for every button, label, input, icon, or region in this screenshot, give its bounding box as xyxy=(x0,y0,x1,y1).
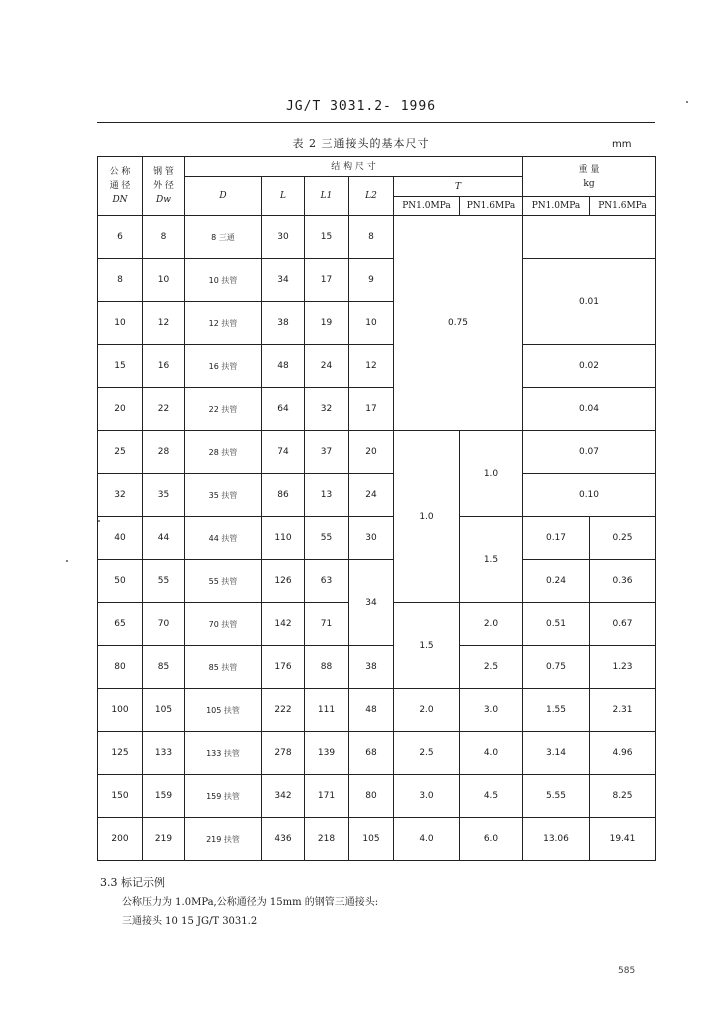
cell-dn: 200 xyxy=(98,818,143,861)
cell-dw: 44 xyxy=(143,517,185,560)
cell-dw: 28 xyxy=(143,431,185,474)
cell-dn: 15 xyxy=(98,345,143,388)
cell-t-pn10: 4.0 xyxy=(394,818,460,861)
cell-dn: 10 xyxy=(98,302,143,345)
cell-l2: 9 xyxy=(349,259,394,302)
table-row xyxy=(98,474,656,517)
cell-l2: 68 xyxy=(349,732,394,775)
cell-d: 159 扶管 xyxy=(185,775,262,818)
cell-dw: 70 xyxy=(143,603,185,646)
header-l: L xyxy=(262,177,305,216)
table-unit: mm xyxy=(612,139,632,150)
cell-t-merged-top: 0.75 xyxy=(394,216,523,431)
cell-dw: 85 xyxy=(143,646,185,689)
cell-l2: 17 xyxy=(349,388,394,431)
cell-l: 278 xyxy=(262,732,305,775)
cell-dw: 159 xyxy=(143,775,185,818)
cell-w-pn16: 0.25 xyxy=(590,517,656,560)
cell-w-pn16: 8.25 xyxy=(590,775,656,818)
cell-l1: 139 xyxy=(305,732,349,775)
cell-l: 142 xyxy=(262,603,305,646)
cell-d: 10 扶管 xyxy=(185,259,262,302)
cell-w-pn16: 19.41 xyxy=(590,818,656,861)
cell-w-pn10: 0.17 xyxy=(523,517,590,560)
scan-speck xyxy=(98,520,100,522)
header-struct-dims: 结 构 尺 寸 xyxy=(185,157,523,177)
cell-dn: 150 xyxy=(98,775,143,818)
cell-dw: 16 xyxy=(143,345,185,388)
cell-t-pn10: 2.5 xyxy=(394,732,460,775)
cell-l1: 32 xyxy=(305,388,349,431)
cell-w-pn10: 0.51 xyxy=(523,603,590,646)
cell-l: 222 xyxy=(262,689,305,732)
cell-dn: 40 xyxy=(98,517,143,560)
cell-l2-merged-50-65: 34 xyxy=(349,560,394,646)
cell-l1: 24 xyxy=(305,345,349,388)
cell-dn: 80 xyxy=(98,646,143,689)
table-row xyxy=(98,431,656,474)
cell-d: 22 扶管 xyxy=(185,388,262,431)
cell-d: 133 扶管 xyxy=(185,732,262,775)
cell-t-pn16: 4.5 xyxy=(460,775,523,818)
cell-t-pn16: 3.0 xyxy=(460,689,523,732)
cell-l2: 12 xyxy=(349,345,394,388)
cell-l1: 37 xyxy=(305,431,349,474)
cell-l: 342 xyxy=(262,775,305,818)
cell-d: 55 扶管 xyxy=(185,560,262,603)
cell-dw: 133 xyxy=(143,732,185,775)
cell-w-merged-8-10: 0.01 xyxy=(523,259,656,345)
table-row xyxy=(98,775,656,818)
cell-t-pn16: 2.5 xyxy=(460,646,523,689)
document-code-header: JG/T 3031.2- 1996 xyxy=(285,99,437,114)
cell-dw: 8 xyxy=(143,216,185,259)
cell-d: 105 扶管 xyxy=(185,689,262,732)
cell-d: 219 扶管 xyxy=(185,818,262,861)
header-l1: L1 xyxy=(305,177,349,216)
cell-t-pn16-25-32: 1.0 xyxy=(460,431,523,517)
header-t-pn16: PN1.6MPa xyxy=(460,197,523,216)
cell-w-pn16: 0.36 xyxy=(590,560,656,603)
example-marking-code: 三通接头 10 15 JG/T 3031.2 xyxy=(122,916,258,927)
cell-l1: 171 xyxy=(305,775,349,818)
cell-l: 176 xyxy=(262,646,305,689)
table-row xyxy=(98,345,656,388)
table-row xyxy=(98,517,656,560)
cell-l1: 88 xyxy=(305,646,349,689)
cell-dw: 219 xyxy=(143,818,185,861)
cell-t-pn16-40-50: 1.5 xyxy=(460,517,523,603)
cell-l1: 63 xyxy=(305,560,349,603)
cell-w-pn10: 0.24 xyxy=(523,560,590,603)
cell-dw: 12 xyxy=(143,302,185,345)
cell-l1: 17 xyxy=(305,259,349,302)
cell-l1: 55 xyxy=(305,517,349,560)
cell-dn: 65 xyxy=(98,603,143,646)
cell-l1: 13 xyxy=(305,474,349,517)
scan-speck xyxy=(66,560,68,562)
cell-w-pn10: 1.55 xyxy=(523,689,590,732)
cell-dn: 20 xyxy=(98,388,143,431)
cell-l2: 10 xyxy=(349,302,394,345)
cell-dw: 10 xyxy=(143,259,185,302)
cell-w-pn16: 1.23 xyxy=(590,646,656,689)
dimensions-table xyxy=(97,156,656,861)
cell-t-pn10-65-80: 1.5 xyxy=(394,603,460,689)
cell-w-32: 0.10 xyxy=(523,474,656,517)
cell-dw: 105 xyxy=(143,689,185,732)
cell-l2: 105 xyxy=(349,818,394,861)
header-t-pn10: PN1.0MPa xyxy=(394,197,460,216)
cell-w-20: 0.04 xyxy=(523,388,656,431)
scan-speck xyxy=(686,101,688,103)
cell-dn: 6 xyxy=(98,216,143,259)
header-weight: 重 量 kg xyxy=(523,157,656,197)
section-heading: 3.3 标记示例 xyxy=(100,876,165,889)
cell-t-pn10: 3.0 xyxy=(394,775,460,818)
cell-t-pn16: 6.0 xyxy=(460,818,523,861)
cell-w-25: 0.07 xyxy=(523,431,656,474)
cell-l: 38 xyxy=(262,302,305,345)
cell-dn: 25 xyxy=(98,431,143,474)
cell-d: 85 扶管 xyxy=(185,646,262,689)
cell-w-pn16: 0.67 xyxy=(590,603,656,646)
table-row xyxy=(98,560,656,603)
cell-l2: 30 xyxy=(349,517,394,560)
table-row xyxy=(98,259,656,302)
cell-d: 35 扶管 xyxy=(185,474,262,517)
example-description: 公称压力为 1.0MPa,公称通径为 15mm 的钢管三通接头: xyxy=(122,897,379,908)
cell-w-pn16: 4.96 xyxy=(590,732,656,775)
header-l2: L2 xyxy=(349,177,394,216)
cell-dn: 125 xyxy=(98,732,143,775)
cell-l1: 218 xyxy=(305,818,349,861)
header-w-pn16: PN1.6MPa xyxy=(590,197,656,216)
cell-t-pn10-25-50: 1.0 xyxy=(394,431,460,603)
cell-w-pn16: 2.31 xyxy=(590,689,656,732)
cell-l: 64 xyxy=(262,388,305,431)
cell-w-empty xyxy=(523,216,656,259)
header-dn: 公 称 通 径 DN xyxy=(98,157,143,216)
cell-l: 126 xyxy=(262,560,305,603)
cell-dn: 100 xyxy=(98,689,143,732)
table-title: 表 2 三通接头的基本尺寸 xyxy=(292,137,430,150)
cell-l2: 20 xyxy=(349,431,394,474)
cell-l: 110 xyxy=(262,517,305,560)
cell-t-pn10: 2.0 xyxy=(394,689,460,732)
cell-d: 16 扶管 xyxy=(185,345,262,388)
cell-l2: 80 xyxy=(349,775,394,818)
table-row xyxy=(98,689,656,732)
table-row xyxy=(98,646,656,689)
header-d: D xyxy=(185,177,262,216)
cell-dw: 55 xyxy=(143,560,185,603)
table-row xyxy=(98,216,656,259)
cell-l2: 8 xyxy=(349,216,394,259)
header-w-pn10: PN1.0MPa xyxy=(523,197,590,216)
cell-t-pn16: 4.0 xyxy=(460,732,523,775)
cell-w-15: 0.02 xyxy=(523,345,656,388)
header-rule xyxy=(97,122,655,123)
cell-dn: 50 xyxy=(98,560,143,603)
cell-d: 28 扶管 xyxy=(185,431,262,474)
cell-t-pn16: 2.0 xyxy=(460,603,523,646)
page-number: 585 xyxy=(618,966,636,976)
cell-l2: 24 xyxy=(349,474,394,517)
cell-l: 86 xyxy=(262,474,305,517)
cell-l: 436 xyxy=(262,818,305,861)
header-dw: 钢 管 外 径 Dw xyxy=(143,157,185,216)
cell-l: 74 xyxy=(262,431,305,474)
cell-l: 48 xyxy=(262,345,305,388)
cell-dw: 22 xyxy=(143,388,185,431)
cell-d: 12 扶管 xyxy=(185,302,262,345)
cell-d: 70 扶管 xyxy=(185,603,262,646)
cell-l2: 38 xyxy=(349,646,394,689)
cell-l1: 71 xyxy=(305,603,349,646)
cell-dn: 8 xyxy=(98,259,143,302)
cell-d: 44 扶管 xyxy=(185,517,262,560)
cell-l: 34 xyxy=(262,259,305,302)
cell-l: 30 xyxy=(262,216,305,259)
header-t: T xyxy=(394,177,523,197)
cell-l2: 48 xyxy=(349,689,394,732)
cell-dn: 32 xyxy=(98,474,143,517)
cell-dw: 35 xyxy=(143,474,185,517)
cell-w-pn10: 13.06 xyxy=(523,818,590,861)
cell-l1: 111 xyxy=(305,689,349,732)
cell-w-pn10: 3.14 xyxy=(523,732,590,775)
cell-l1: 15 xyxy=(305,216,349,259)
table-row xyxy=(98,732,656,775)
cell-w-pn10: 5.55 xyxy=(523,775,590,818)
cell-w-pn10: 0.75 xyxy=(523,646,590,689)
cell-d: 8 三通 xyxy=(185,216,262,259)
table-row xyxy=(98,818,656,861)
table-row xyxy=(98,388,656,431)
cell-l1: 19 xyxy=(305,302,349,345)
